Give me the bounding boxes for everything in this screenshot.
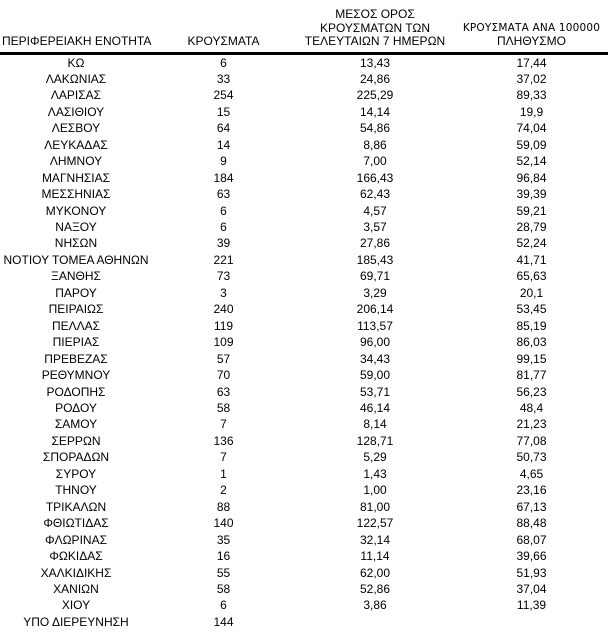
cell-region: ΛΑΣΙΘΙΟΥ <box>47 104 105 119</box>
table-row <box>0 137 608 153</box>
cell-avg7: 7,00 <box>363 154 387 169</box>
cell-cases: 58 <box>216 401 231 416</box>
cell-avg7: 59,00 <box>359 368 391 383</box>
cell-per100k: 41,71 <box>516 252 547 267</box>
cell-per100k: 17,44 <box>516 55 547 70</box>
cell-cases: 16 <box>216 549 231 564</box>
cell-per100k: 4,65 <box>519 466 544 481</box>
cell-cases: 55 <box>216 565 231 580</box>
header-region-label: ΠΕΡΙΦΕΡΕΙΑΚΗ ΕΝΟΤΗΤΑ <box>2 34 152 48</box>
cell-region: ΧΙΟΥ <box>61 598 91 613</box>
cell-cases: 15 <box>216 104 231 119</box>
cell-avg7: 69,71 <box>359 269 391 284</box>
cell-avg7: 8,86 <box>363 137 387 152</box>
cell-region: ΜΑΓΝΗΣΙΑΣ <box>41 170 111 185</box>
cell-region: ΣΑΜΟΥ <box>54 417 98 432</box>
cell-cases: 39 <box>216 236 231 251</box>
header-avg7-line2: ΚΡΟΥΣΜΑΤΩΝ ΤΩΝ <box>319 20 431 35</box>
table-row <box>0 581 608 597</box>
cell-cases: 58 <box>216 582 231 596</box>
table-row <box>0 532 608 548</box>
cell-avg7: 14,14 <box>359 104 391 119</box>
cell-cases: 1 <box>220 466 227 481</box>
cell-avg7: 27,86 <box>359 236 391 251</box>
cell-avg7: 52,86 <box>359 582 391 596</box>
cell-per100k <box>455 614 608 630</box>
cell-cases: 109 <box>213 335 234 350</box>
cell-cases: 6 <box>220 220 227 235</box>
table-row <box>0 334 608 350</box>
cell-avg7: 3,29 <box>363 285 387 300</box>
cell-per100k: 89,33 <box>516 88 547 103</box>
cell-region: ΠΕΙΡΑΙΩΣ <box>48 302 104 317</box>
cell-cases: 35 <box>216 532 231 547</box>
cell-per100k: 86,03 <box>516 335 547 350</box>
cell-region: ΣΠΟΡΑΔΩΝ <box>42 450 110 465</box>
cell-cases: 73 <box>216 269 231 284</box>
table-row <box>0 515 608 531</box>
cell-avg7: 1,00 <box>363 483 387 498</box>
cell-region: ΣΕΡΡΩΝ <box>51 433 101 448</box>
cell-region: ΧΑΝΙΩΝ <box>53 582 99 596</box>
table-row <box>0 548 608 564</box>
cell-avg7: 113,57 <box>357 318 393 333</box>
cell-cases: 63 <box>216 384 231 399</box>
cell-cases: 9 <box>220 154 227 169</box>
cell-region: ΜΕΣΣΗΝΙΑΣ <box>41 187 111 202</box>
cell-cases: 136 <box>213 433 234 448</box>
table-row <box>0 614 608 630</box>
cell-avg7: 225,29 <box>356 88 394 103</box>
cell-region: ΝΑΞΟΥ <box>55 220 97 235</box>
table-row <box>0 87 608 103</box>
header-avg7 <box>295 0 455 53</box>
cell-per100k: 99,15 <box>516 351 547 366</box>
cell-per100k: 96,84 <box>516 170 547 185</box>
cell-region: ΥΠΟ ΔΙΕΡΕΥΝΗΣΗ <box>23 614 129 629</box>
cell-cases: 88 <box>216 499 231 514</box>
cell-avg7: 4,57 <box>363 203 387 218</box>
cell-avg7: 13,43 <box>359 55 391 70</box>
cell-per100k: 77,08 <box>516 433 547 448</box>
cell-per100k: 68,07 <box>516 532 547 547</box>
header-cases <box>152 0 295 53</box>
cell-per100k: 37,02 <box>516 71 547 86</box>
cell-region: ΠΑΡΟΥ <box>55 285 97 300</box>
table-row <box>0 400 608 416</box>
cell-per100k: 85,19 <box>516 318 547 333</box>
cell-per100k: 20,1 <box>519 285 544 300</box>
cell-per100k: 65,63 <box>516 269 547 284</box>
cell-cases: 144 <box>213 614 234 629</box>
cell-region: ΝΗΣΩΝ <box>54 236 98 251</box>
cell-region: ΦΛΩΡΙΝΑΣ <box>45 532 107 547</box>
cell-per100k: 81,77 <box>516 368 547 383</box>
cell-per100k: 56,23 <box>516 384 547 399</box>
cell-avg7: 166,43 <box>356 170 394 185</box>
cell-region: ΚΩ <box>67 55 85 70</box>
table-row <box>0 482 608 498</box>
cell-per100k: 59,21 <box>516 203 547 218</box>
cell-avg7: 8,14 <box>363 417 387 432</box>
cell-avg7: 53,71 <box>359 384 391 399</box>
table-row <box>0 351 608 367</box>
cell-avg7: 11,14 <box>360 549 390 564</box>
cell-per100k: 39,39 <box>516 187 547 202</box>
cell-per100k: 59,09 <box>516 137 547 152</box>
cell-region: ΡΟΔΟΥ <box>55 401 97 416</box>
cell-per100k: 88,48 <box>516 516 547 531</box>
cell-cases: 221 <box>213 252 234 267</box>
cell-avg7 <box>295 614 455 630</box>
cell-avg7: 122,57 <box>356 516 394 531</box>
cell-cases: 64 <box>216 121 231 136</box>
cell-region: ΜΥΚΟΝΟΥ <box>45 203 107 218</box>
table-row <box>0 285 608 301</box>
cell-cases: 184 <box>213 170 234 185</box>
cell-avg7: 62,00 <box>359 565 391 580</box>
cell-cases: 14 <box>216 137 231 152</box>
cell-cases: 7 <box>220 450 227 465</box>
header-per100k <box>455 0 608 53</box>
header-cases-label: ΚΡΟΥΣΜΑΤΑ <box>187 34 260 48</box>
cell-region: ΠΙΕΡΙΑΣ <box>52 335 100 350</box>
table-row <box>0 318 608 334</box>
cell-per100k: 48,4 <box>519 401 544 416</box>
cell-cases: 254 <box>213 88 234 103</box>
table-row <box>0 203 608 219</box>
cell-avg7: 128,71 <box>356 433 394 448</box>
table-row <box>0 565 608 581</box>
cell-region: ΤΗΝΟΥ <box>55 483 97 498</box>
table-row <box>0 153 608 169</box>
cell-avg7: 3,57 <box>363 220 387 235</box>
cell-per100k: 11,39 <box>516 598 547 613</box>
cell-per100k: 52,24 <box>516 236 547 251</box>
cell-region: ΡΟΔΟΠΗΣ <box>46 384 106 399</box>
cell-cases: 119 <box>213 318 234 333</box>
table-row <box>0 433 608 449</box>
table-row <box>0 252 608 268</box>
table-row <box>0 186 608 202</box>
cell-cases: 7 <box>220 417 227 432</box>
table-row <box>0 367 608 383</box>
table-row <box>0 219 608 235</box>
cell-per100k: 28,79 <box>516 220 547 235</box>
cell-avg7: 24,86 <box>359 71 391 86</box>
table-row <box>0 301 608 317</box>
cell-avg7: 81,00 <box>359 499 391 514</box>
table-row <box>0 268 608 284</box>
cell-region: ΛΕΥΚΑΔΑΣ <box>44 137 108 152</box>
cell-per100k: 51,93 <box>516 565 547 580</box>
cell-avg7: 96,00 <box>359 335 391 350</box>
table-row <box>0 170 608 186</box>
cell-region: ΤΡΙΚΑΛΩΝ <box>45 499 107 514</box>
cell-region: ΛΑΚΩΝΙΑΣ <box>45 71 107 86</box>
cell-cases: 33 <box>216 71 231 86</box>
cell-avg7: 185,43 <box>356 252 394 267</box>
cell-region: ΞΑΝΘΗΣ <box>51 269 101 284</box>
cell-per100k: 53,45 <box>516 302 547 317</box>
cell-region: ΠΕΛΛΑΣ <box>51 318 101 333</box>
cell-avg7: 34,43 <box>359 351 391 366</box>
table-row <box>0 466 608 482</box>
cell-region: ΛΑΡΙΣΑΣ <box>50 88 102 103</box>
cell-region: ΝΟΤΙΟΥ ΤΟΜΕΑ ΑΘΗΝΩΝ <box>3 252 149 267</box>
cell-per100k: 74,04 <box>516 121 547 136</box>
table-row <box>0 416 608 432</box>
cell-avg7: 1,43 <box>363 466 387 481</box>
table-row <box>0 235 608 251</box>
cell-per100k: 39,66 <box>516 549 547 564</box>
cell-cases: 2 <box>220 483 227 498</box>
cell-cases: 57 <box>216 351 231 366</box>
table-row <box>0 499 608 515</box>
cell-cases: 240 <box>213 302 234 317</box>
cell-per100k: 23,16 <box>516 483 547 498</box>
cell-cases: 6 <box>220 598 227 613</box>
cell-avg7: 62,43 <box>359 187 391 202</box>
table-row <box>0 71 608 87</box>
header-avg7-line3: ΤΕΛΕΥΤΑΙΩΝ 7 ΗΜΕΡΩΝ <box>304 34 446 48</box>
cell-cases: 63 <box>216 187 231 202</box>
cell-region: ΡΕΘΥΜΝΟΥ <box>41 368 111 383</box>
cell-region: ΧΑΛΚΙΔΙΚΗΣ <box>40 565 112 580</box>
cell-per100k: 52,14 <box>516 154 547 169</box>
cell-region: ΛΗΜΝΟΥ <box>49 154 103 169</box>
header-region <box>0 0 152 53</box>
cell-per100k: 50,73 <box>516 450 547 465</box>
cell-cases: 6 <box>220 55 227 70</box>
cell-avg7: 46,14 <box>359 401 391 416</box>
table-row <box>0 104 608 120</box>
cell-cases: 3 <box>220 285 227 300</box>
cell-per100k: 21,23 <box>516 417 547 432</box>
cell-avg7: 206,14 <box>356 302 394 317</box>
cell-cases: 6 <box>220 203 227 218</box>
table-body <box>0 53 608 630</box>
table-row <box>0 384 608 400</box>
cell-avg7: 5,29 <box>363 450 387 465</box>
cell-region: ΦΘΙΩΤΙΔΑΣ <box>43 516 109 531</box>
cell-per100k: 19,9 <box>519 104 544 119</box>
cell-cases: 140 <box>213 516 234 531</box>
cell-avg7: 32,14 <box>359 532 391 547</box>
header-per100k-line2: ΠΛΗΘΥΣΜΟ <box>496 34 567 48</box>
cell-avg7: 54,86 <box>359 121 391 136</box>
cell-region: ΣΥΡΟΥ <box>55 466 97 481</box>
cell-region: ΦΩΚΙΔΑΣ <box>49 549 103 564</box>
header-per100k-line1: ΚΡΟΥΣΜΑΤΑ ΑΝΑ 100000 <box>462 21 601 34</box>
cell-region: ΠΡΕΒΕΖΑΣ <box>44 351 108 366</box>
cell-per100k: 37,04 <box>516 582 547 596</box>
table-row <box>0 120 608 136</box>
cell-cases: 70 <box>216 368 231 383</box>
table-row <box>0 449 608 465</box>
cell-avg7: 3,86 <box>363 598 387 613</box>
header-row <box>0 0 608 53</box>
header-avg7-line1: ΜΕΣΟΣ ΟΡΟΣ <box>335 7 415 21</box>
table-row <box>0 53 608 71</box>
cell-per100k: 67,13 <box>516 499 547 514</box>
table-row <box>0 597 608 613</box>
cell-region: ΛΕΣΒΟΥ <box>51 121 101 136</box>
